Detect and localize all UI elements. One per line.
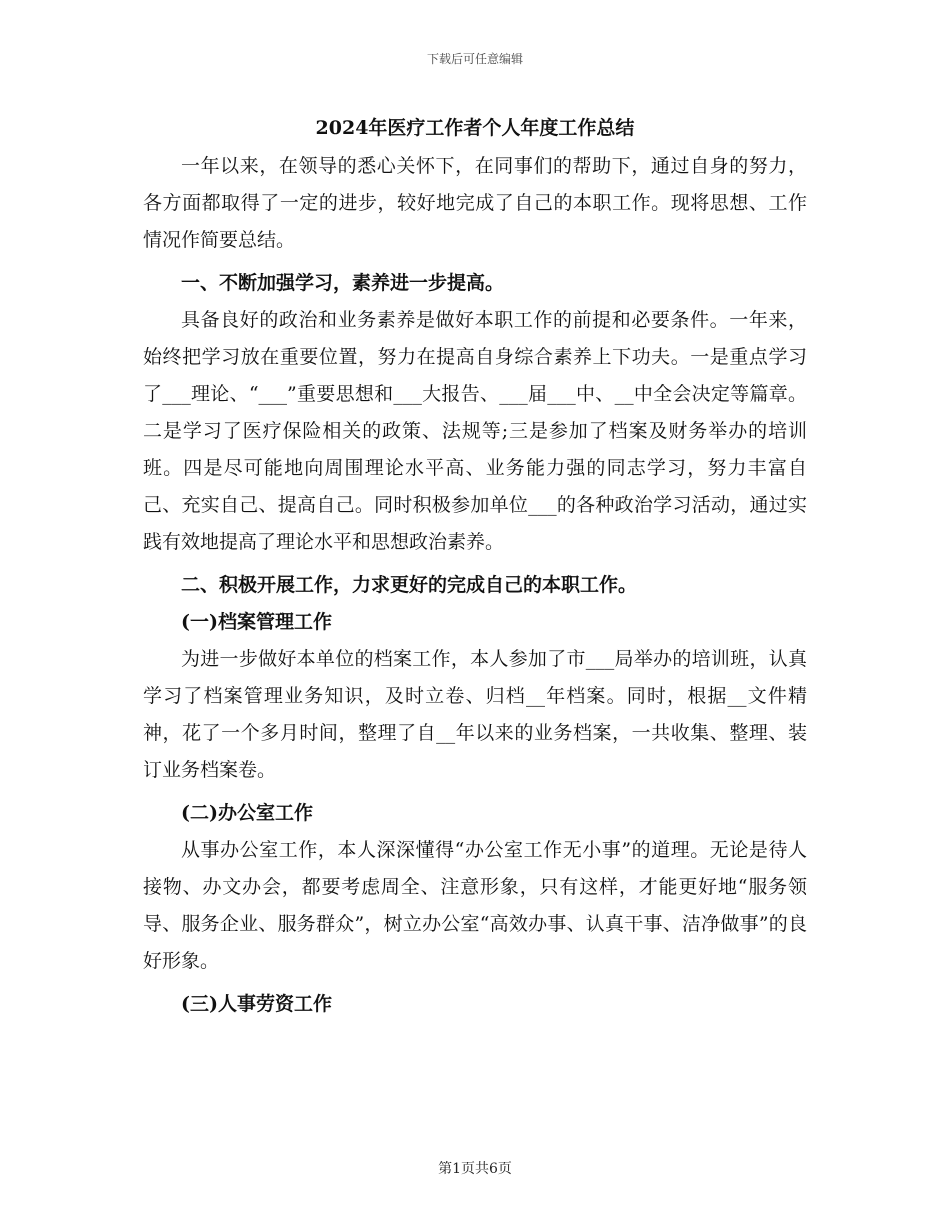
section1-heading: 一、不断加强学习，素养进一步提高。	[181, 272, 505, 294]
subsection1-heading: (一)档案管理工作	[181, 611, 332, 633]
section1-paragraph: 具备良好的政治和业务素养是做好本职工作的前提和必要条件。一年来，始终把学习放在重要位置，努力在提高自身综合素养上下功夫。一是重点学习了___理论、“___”重要思想和___大报告、___届___中、__中全会决定等篇章。二是学习了医疗保险相关的政策、法规等;三是参加了档案及财务举办的培训班。四是尽可能地向周围理论水平高、业务能力强的同志学习，努力丰富自己、充实自己、提高自己。同时积极参加单位___的各种政治学习活动，通过实践有效地提高了理论水平和思想政治素养。	[143, 309, 807, 553]
section2-heading: 二、积极开展工作，力求更好的完成自己的本职工作。	[181, 574, 638, 596]
subsection2-paragraph: 从事办公室工作，本人深深懂得“办公室工作无小事”的道理。无论是待人接物、办文办会，都要考虑周全、注意形象，只有这样，才能更好地“服务领导、服务企业、服务群众”，树立办公室“高效办事、认真干事、洁净做事”的良好形象。	[143, 839, 807, 972]
intro-paragraph: 一年以来，在领导的悉心关怀下，在同事们的帮助下，通过自身的努力，各方面都取得了一定的进步，较好地完成了自己的本职工作。现将思想、工作情况作简要总结。	[143, 155, 807, 251]
page-header-note: 下载后可任意编辑	[426, 52, 523, 66]
subsection3-heading: (三)人事劳资工作	[181, 993, 332, 1015]
document-body	[143, 110, 807, 1023]
document-title: 2024年医疗工作者个人年度工作总结	[315, 117, 635, 139]
subsection1-paragraph: 为进一步做好本单位的档案工作，本人参加了市___局举办的培训班，认真学习了档案管理业务知识，及时立卷、归档__年档案。同时，根据__文件精神，花了一个多月时间，整理了自__年以来的业务档案，一共收集、整理、装订业务档案卷。	[143, 648, 807, 781]
subsection2-heading: (二)办公室工作	[181, 802, 313, 824]
page-number-footer: 第1页共6页	[438, 1161, 512, 1177]
